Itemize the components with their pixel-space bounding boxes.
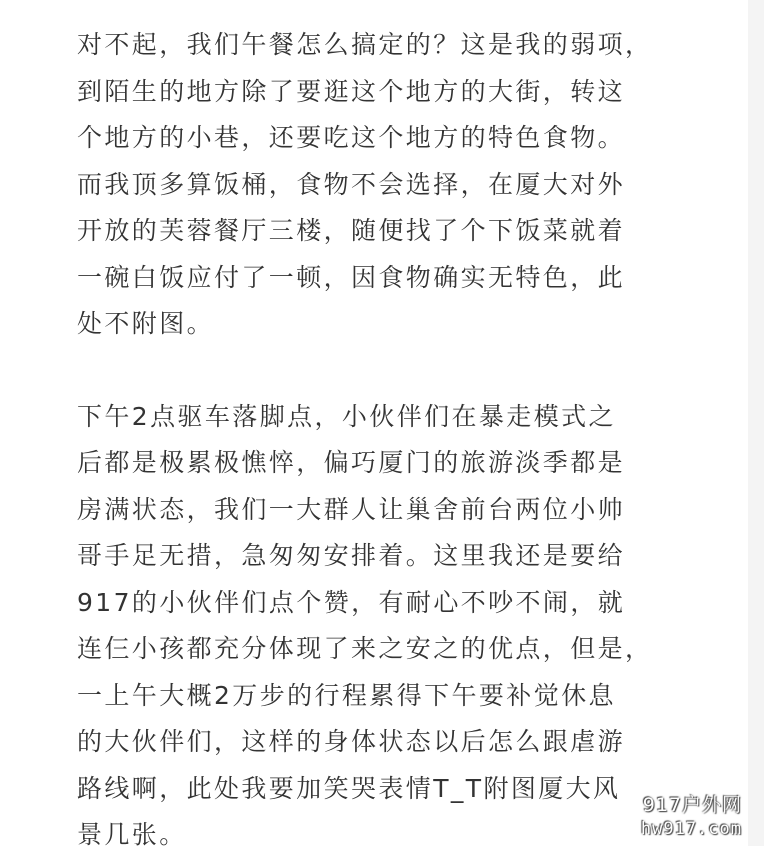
paragraph-afternoon [77,394,689,859]
site-watermark [641,792,742,840]
text-line: 处不附图。 [77,309,215,338]
text-line: 的大伙伴们，这样的身体状态以后怎么跟虐游 [77,727,626,756]
text-line: 后都是极累极憔悴，偏巧厦门的旅游淡季都是 [77,448,626,477]
text-line: 个地方的小巷，还要吃这个地方的特色食物。 [77,123,626,152]
scrollbar-track[interactable] [748,0,764,846]
text-line: 开放的芙蓉餐厅三楼，随便找了个下饭菜就着 [77,216,626,245]
paragraph-lunch [77,22,689,348]
text-line: 路线啊，此处我要加笑哭表情T_T附图厦大风 [77,773,621,803]
text-line: 到陌生的地方除了要逛这个地方的大街，转这 [77,76,626,106]
text-line: 917的小伙伴们点个赞，有耐心不吵不闹，就 [77,587,626,617]
watermark-domain: hw917.com [640,819,742,839]
text-line: 下午2点驱车落脚点，小伙伴们在暴走模式之 [77,401,616,431]
text-line: 景几张。 [77,820,187,849]
text-line: 连仨小孩都充分体现了来之安之的优点，但是， [77,634,653,663]
text-line: 一碗白饭应付了一顿，因食物确实无特色，此 [77,262,626,292]
article-body [77,22,689,859]
text-line: 哥手足无措，急匆匆安排着。这里我还是要给 [77,541,626,570]
text-line: 对不起，我们午餐怎么搞定的？这是我的弱项， [77,30,653,59]
text-line: 一上午大概2万步的行程累得下午要补觉休息 [77,680,616,710]
watermark-site-name: 917户外网 [642,794,742,816]
text-line: 而我顶多算饭桶，食物不会选择，在厦大对外 [77,169,626,199]
text-line: 房满状态，我们一大群人让巢舍前台两位小帅 [77,494,626,524]
